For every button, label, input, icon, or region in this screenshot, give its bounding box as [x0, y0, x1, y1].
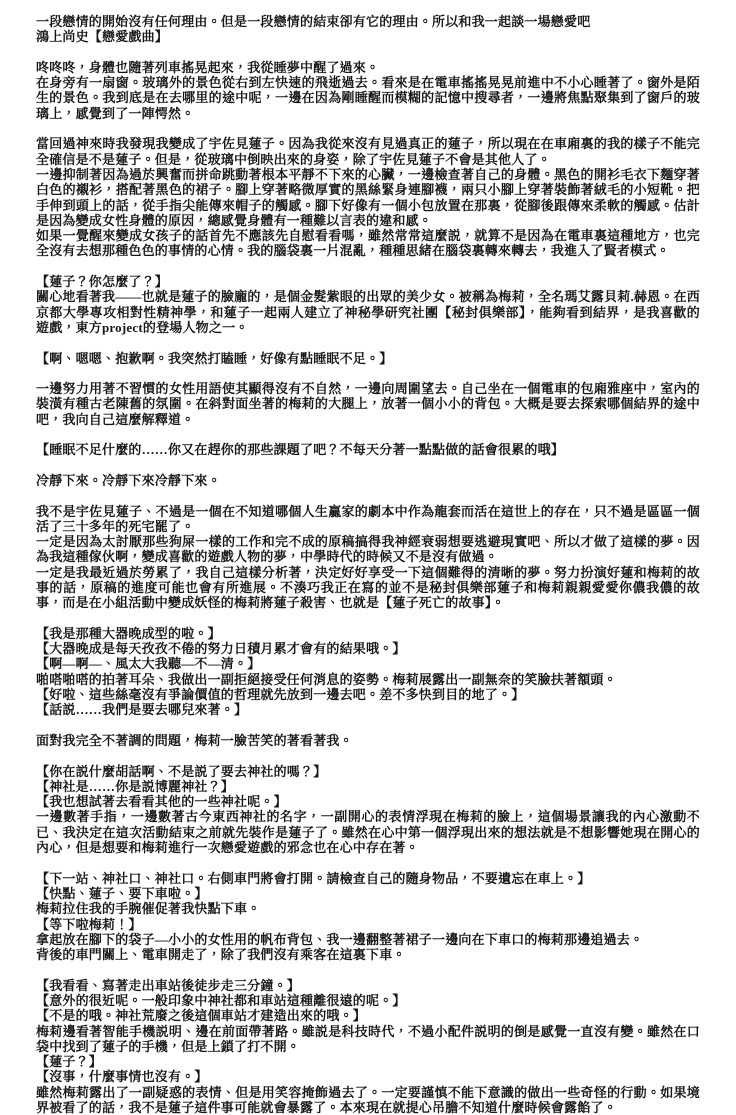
- paragraph: 如果一覺醒來變成女孩子的話首先不應該先自慰看看嗎，雖然常常這麼説，就算不是因為在電車裏這種地方，也完全沒有去想那種色色的事情的心情。我的腦袋裏一片混亂，種種思緒在腦袋裏轉來轉去，我進入了賢者模式。: [36, 228, 700, 259]
- paragraph: 一段戀情的開始沒有任何理由。但是一段戀情的結束卻有它的理由。所以和我一起談一場戀愛吧: [36, 14, 591, 29]
- text-block: [36, 14, 700, 45]
- text-block: [36, 733, 700, 748]
- text-block: [36, 764, 700, 856]
- paragraph: 【我是那種大器晚成型的啦。】: [36, 625, 221, 641]
- paragraph: 當回過神來時我發現我變成了宇佐見蓮子。因為我從來沒有見過真正的蓮子，所以現在在車廂裏的我的樣子不能完全確信是不是蓮子。但是，從玻璃中倒映出來的身姿，除了宇佐見蓮子不會是其他人了。: [36, 136, 700, 167]
- paragraph: 【好啦、這些絲毫沒有爭論價值的哲理就先放到一邊去吧。差不多快到目的地了。】: [36, 687, 525, 703]
- text-block: [36, 473, 700, 488]
- paragraph: 雖然梅莉露出了一副疑惑的表情、但是用笑容掩飾過去了。一定要謹慎不能下意識的做出一些奇怪的行動。如果境界被看了的話，我不是蓮子這件事可能就會暴露了。本來現在就提心吊膽不知道什麼時候會露餡了。: [36, 1084, 700, 1115]
- text-block: [36, 978, 700, 1115]
- paragraph: 【蓮子？你怎麼了？】: [36, 274, 169, 290]
- text-block: [36, 351, 700, 366]
- paragraph: 【話説……我們是要去哪兒來著。】: [36, 702, 248, 718]
- paragraph: 【我看看、寫著走出車站後徒步走三分鐘。】: [36, 977, 301, 993]
- paragraph: 啪嗒啪嗒的拍著耳朵、我做出一副拒絕接受任何消息的姿勢。梅莉展露出一副無奈的笑臉扶著額頭。: [36, 671, 617, 687]
- paragraph: 【下一站、神社口、神社口。右側車門將會打開。請檢查自己的隨身物品，不要遺忘在車上。】: [36, 870, 591, 886]
- text-block: [36, 274, 700, 335]
- paragraph: 【啊—啊—、風太大我聽—不—清。】: [36, 656, 261, 672]
- text-block: [36, 60, 700, 121]
- paragraph: 【神社是……你是説博麗神社？】: [36, 778, 235, 794]
- paragraph: 梅莉邊看著智能手機説明、邊在前面帶著路。雖説是科技時代，不過小配件説明的倒是感覺一直沒有變。雖然在口袋中找到了蓮子的手機，但是上鎖了打不開。: [36, 1023, 700, 1054]
- paragraph: 面對我完全不著調的問題，梅莉一臉苦笑的著看著我。: [36, 732, 353, 748]
- paragraph: 一邊數著手指，一邊數著古今東西神社的名字，一副開心的表情浮現在梅莉的臉上，這個場景讓我的內心激動不已、我決定在這次活動結束之前就先裝作是蓮子了。雖然在心中第一個浮現出來的想法就是不想影響她現在開心的內心，但是想要和梅莉進行一次戀愛遊戲的邪念也在心中存在著。: [36, 809, 700, 856]
- text-block: [36, 442, 700, 457]
- paragraph: 拿起放在腳下的袋子—小小的女性用的帆布背包、我一邊翻整著裙子一邊向在下車口的梅莉那邊追過去。: [36, 931, 644, 947]
- text-block: [36, 504, 700, 611]
- paragraph: 一邊抑制著因為過於興奮而拼命跳動著根本平靜不下來的心臟，一邊檢查著自己的身體。黑色的開衫毛衣下麵穿著白色的襯衫，搭配著黑色的裙子。腳上穿著略微厚實的黑絲緊身連腳襪，兩只小腳上穿著裝飾著絨毛的小短靴。把手伸到頭上的話，從手指尖能傳來帽子的觸感。腳下好像有一個小包放置在那裏，從腳後跟傳來柔軟的觸感。估計是因為變成女性身體的原因，總感覺身體有一種難以言表的違和感。: [36, 166, 700, 228]
- text-block: [36, 871, 700, 963]
- paragraph: 【不是的哦。神社荒廢之後這個車站才建造出來的哦。】: [36, 1008, 367, 1024]
- paragraph: 【等下啦梅莉！】: [36, 916, 142, 932]
- paragraph: 【蓮子？】: [36, 1054, 103, 1070]
- paragraph: 咚咚咚，身體也隨著列車搖晃起來，我從睡夢中醒了過來。: [36, 59, 380, 75]
- paragraph: 冷靜下來。冷靜下來冷靜下來。: [36, 472, 221, 488]
- text-block: [36, 381, 700, 427]
- text-block: [36, 136, 700, 258]
- paragraph: 【你在説什麼胡話啊、不是説了要去神社的嗎？】: [36, 763, 327, 779]
- paragraph: 【睡眠不足什麼的……你又在趕你的那些課題了吧？不每天分著一點點做的話會很累的哦】: [36, 442, 565, 458]
- paragraph: 我不是宇佐見蓮子、不過是一個在不知道哪個人生贏家的劇本中作為龍套而活在這世上的存在，只不過是區區一個活了三十多年的死宅罷了。: [36, 503, 700, 534]
- paragraph: 一定是我最近過於勞累了，我自己這樣分析著，決定好好享受一下這個難得的清晰的夢。努力扮演好蓮和梅莉的故事的話，原稿的進度可能也會有所進展。不湊巧我正在寫的並不是秘封俱樂部蓮子和梅莉親親愛愛你儂我儂的故事，而是在小組活動中變成妖怪的梅莉將蓮子殺害、也就是【蓮子死亡的故事】。: [36, 564, 700, 611]
- paragraph: 背後的車門關上、電車開走了，除了我們沒有乘客在這裏下車。: [36, 947, 406, 963]
- paragraph: 【沒事，什麼事情也沒有。】: [36, 1069, 208, 1085]
- paragraph: 梅莉拉住我的手腕催促著我快點下車。: [36, 901, 261, 917]
- paragraph: 關心地看著我——也就是蓮子的臉龐的，是個金髮紫眼的出眾的美少女。被稱為梅莉，全名瑪艾露貝莉.赫恩。在西京都大學專攻相對性精神學，和蓮子一起兩人建立了神秘學研究社團【秘封俱樂部】，能夠看到結界，是我喜歡的遊戲，東方project的登場人物之一。: [36, 289, 700, 335]
- paragraph: 在身旁有一扇窗。玻璃外的景色從右到左快速的飛逝過去。看來是在電車搖搖晃晃前進中不小心睡著了。窗外是陌生的景色。我到底是在去哪里的途中呢，一邊在因為剛睡醒而模糊的記憶中搜尋者，一邊將焦點聚集到了窗戶的玻璃上，感覺到了一陣愕然。: [36, 75, 700, 121]
- paragraph: 鴻上尚史【戀愛戲曲】: [36, 29, 169, 45]
- paragraph: 【意外的很近呢。一般印象中神社都和車站這種離很遠的呢。】: [36, 993, 406, 1008]
- document-body: [36, 14, 700, 1115]
- paragraph: 一邊努力用著不習慣的女性用語使其顯得沒有不自然，一邊向周圍望去。自己坐在一個電車的包廂雅座中，室內的裝潢有種古老陳舊的氛圍。在斜對面坐著的梅莉的大腿上，放著一個小小的背包。大概是要去探索哪個結界的途中吧，我向自己這麼解釋道。: [36, 381, 700, 427]
- paragraph: 【我也想試著去看看其他的一些神社呢。】: [36, 794, 287, 810]
- paragraph: 【快點、蓮子、要下車啦。】: [36, 885, 208, 901]
- paragraph: 一定是因為太討厭那些狗屎一樣的工作和完不成的原稿搞得我神經衰弱想要逃避現實吧、所以才做了這樣的夢。因為我這種傢伙啊，變成喜歡的遊戲人物的夢，中學時代的時候又不是沒有做過。: [36, 534, 700, 565]
- paragraph: 【大器晚成是每天孜孜不倦的努力日積月累才會有的結果哦。】: [36, 641, 406, 657]
- text-block: [36, 626, 700, 718]
- paragraph: 【啊、嗯嗯、抱歉啊。我突然打瞌睡，好像有點睡眠不足。】: [36, 350, 393, 366]
